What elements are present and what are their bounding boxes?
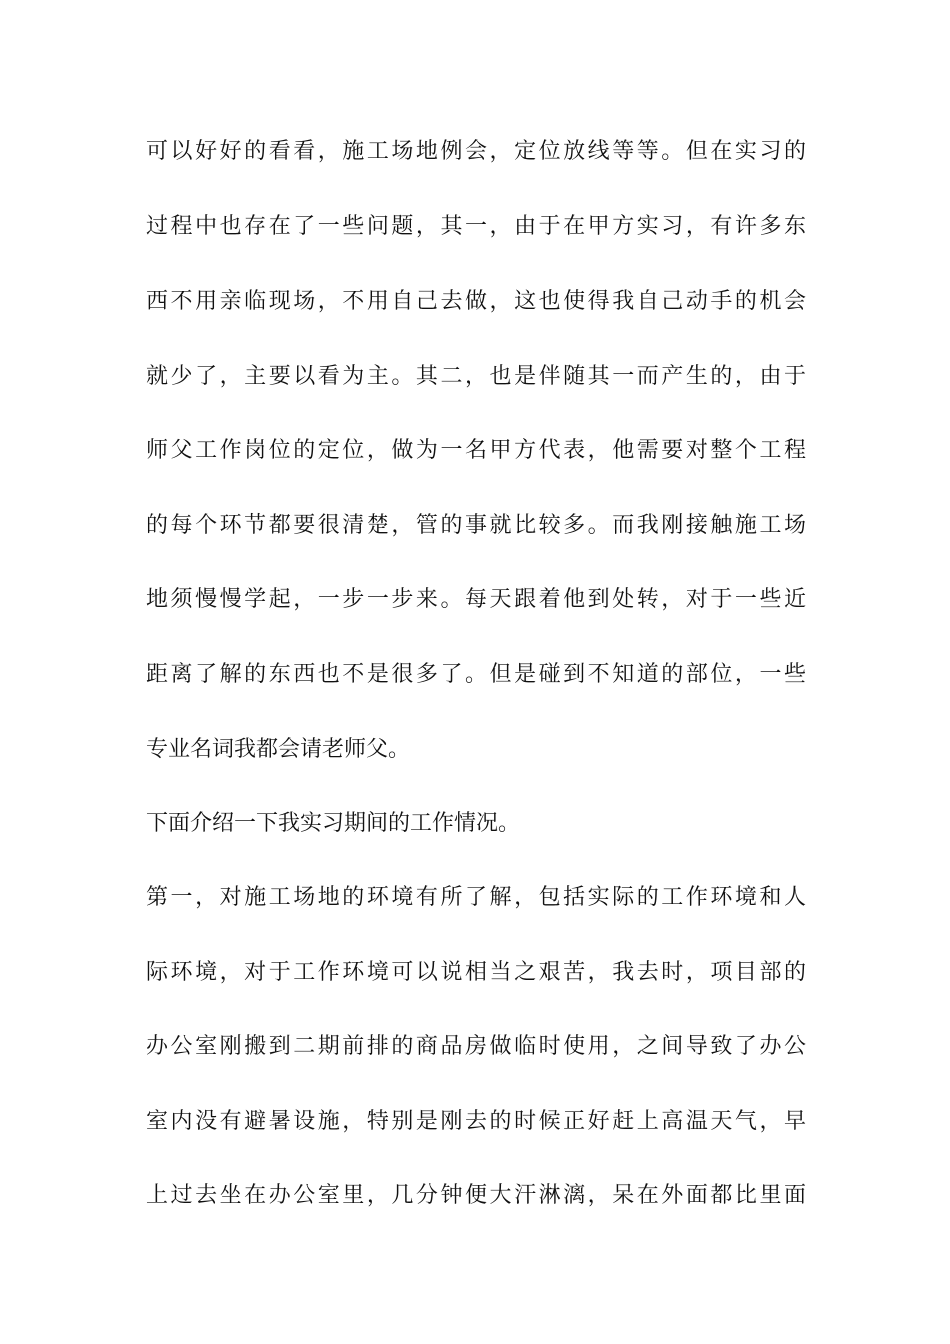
text-line: 上过去坐在办公室里，几分钟便大汗淋漓，呆在外面都比里面 bbox=[146, 1183, 806, 1208]
text-line: 就少了，主要以看为主。其二，也是伴随其一而产生的，由于 bbox=[146, 364, 806, 389]
text-line: 专业名词我都会请老师父。 bbox=[146, 737, 411, 762]
text-line: 下面介绍一下我实习期间的工作情况。 bbox=[146, 811, 521, 836]
text-line: 距离了解的东西也不是很多了。但是碰到不知道的部位，一些 bbox=[146, 662, 806, 687]
text-line: 师父工作岗位的定位，做为一名甲方代表，他需要对整个工程 bbox=[146, 438, 806, 463]
text-line: 办公室刚搬到二期前排的商品房做临时使用，之间导致了办公 bbox=[146, 1034, 806, 1059]
text-line: 地须慢慢学起，一步一步来。每天跟着他到处转，对于一些近 bbox=[146, 587, 806, 612]
text-line: 室内没有避暑设施，特别是刚去的时候正好赶上高温天气，早 bbox=[146, 1109, 806, 1134]
text-line: 可以好好的看看，施工场地例会，定位放线等等。但在实习的 bbox=[146, 139, 806, 164]
text-line: 过程中也存在了一些问题，其一，由于在甲方实习，有许多东 bbox=[146, 214, 806, 239]
text-line: 第一，对施工场地的环境有所了解，包括实际的工作环境和人 bbox=[146, 885, 806, 910]
text-line: 的每个环节都要很清楚，管的事就比较多。而我刚接触施工场 bbox=[146, 513, 806, 538]
text-line: 际环境，对于工作环境可以说相当之艰苦，我去时，项目部的 bbox=[146, 960, 806, 985]
text-line: 西不用亲临现场，不用自己去做，这也使得我自己动手的机会 bbox=[146, 289, 806, 314]
